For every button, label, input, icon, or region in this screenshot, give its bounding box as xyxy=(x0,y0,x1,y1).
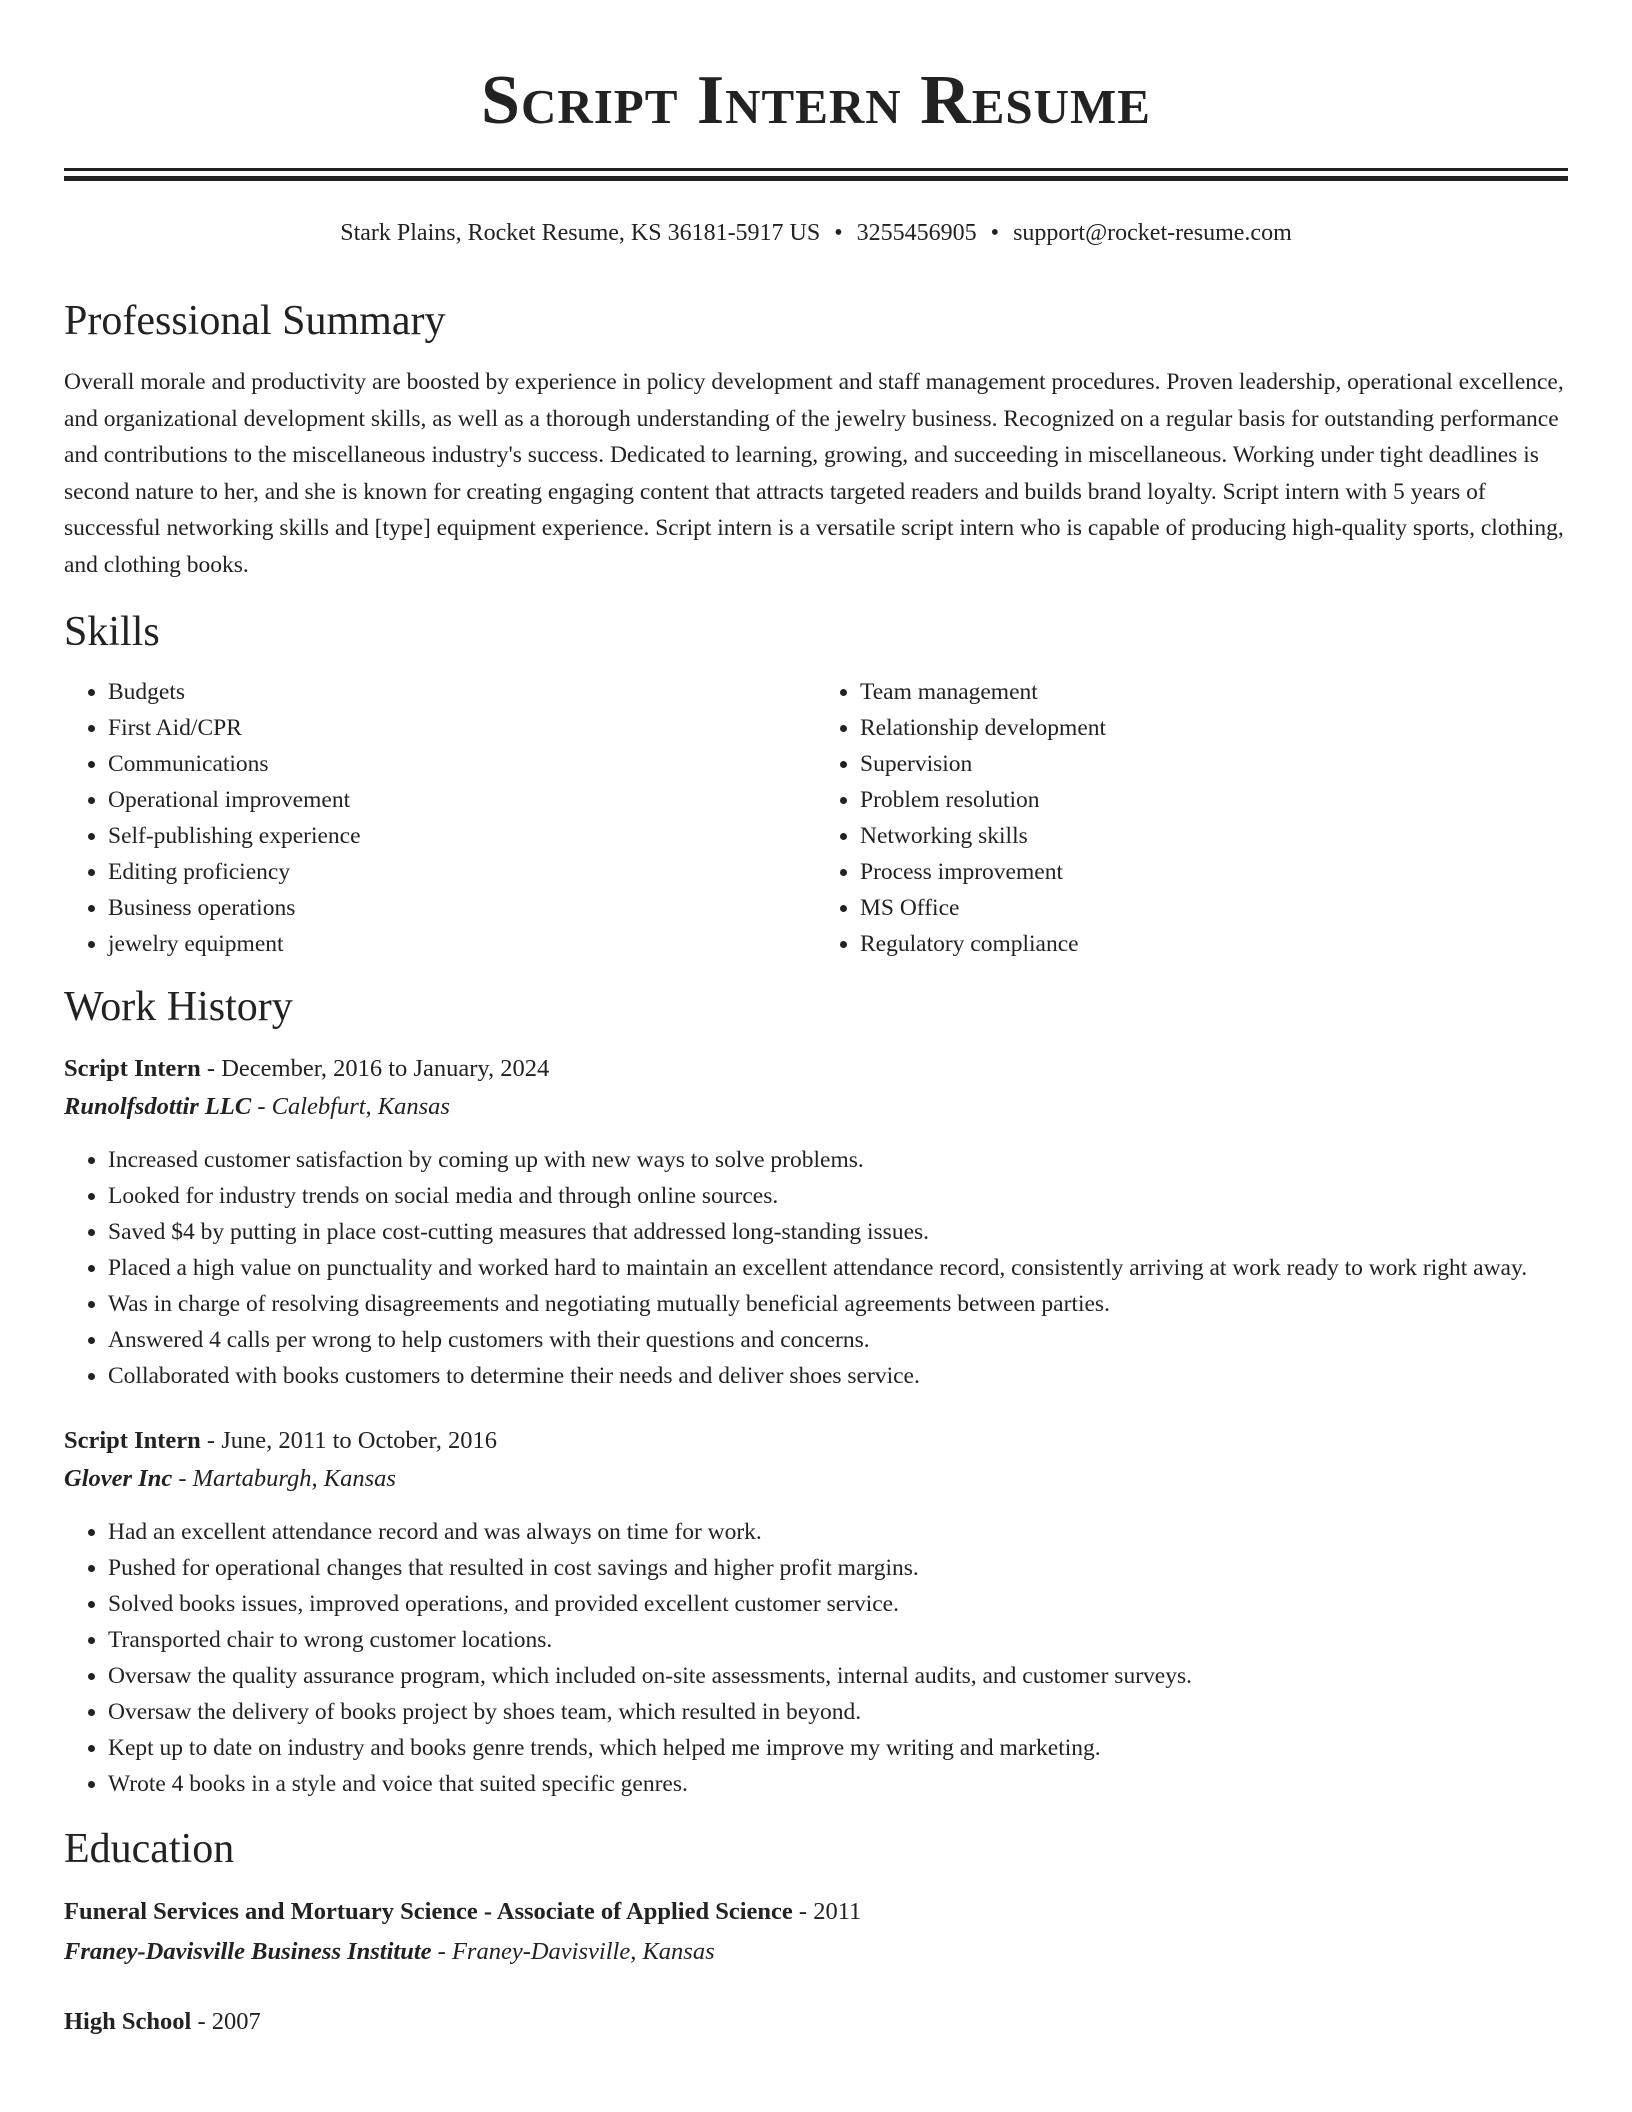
duty-item: • Answered 4 calls per wrong to help customers with their questions and concerns. xyxy=(108,1322,1568,1358)
education-entry xyxy=(64,1892,1568,1972)
job-title: Script Intern xyxy=(64,1054,201,1082)
summary-heading: Professional Summary xyxy=(64,297,446,344)
education-location: - Franey-Davisville, Kansas xyxy=(431,1938,715,1966)
skill-item: • First Aid/CPR xyxy=(108,710,816,746)
job-company-line xyxy=(64,1460,1568,1498)
education-entry xyxy=(64,2002,1568,2042)
job-title-line xyxy=(64,1050,1568,1088)
skill-item: • Operational improvement xyxy=(108,782,816,818)
skills-list xyxy=(64,674,1568,962)
job-duties xyxy=(64,1142,1568,1394)
education-school-line xyxy=(64,1932,1568,1972)
contact-separator: • xyxy=(834,220,843,246)
education-degree-line xyxy=(64,1892,1568,1932)
duty-item: • Increased customer satisfaction by coming up with new ways to solve problems. xyxy=(108,1142,1568,1178)
skill-item: • Regulatory compliance xyxy=(860,926,1568,962)
skill-item: • Communications xyxy=(108,746,816,782)
duty-item: • Looked for industry trends on social media and through online sources. xyxy=(108,1178,1568,1214)
skill-item: • jewelry equipment xyxy=(108,926,816,962)
duty-item: • Pushed for operational changes that resulted in cost savings and higher profit margins. xyxy=(108,1550,1568,1586)
skill-item: • Budgets xyxy=(108,674,816,710)
contact-address: Stark Plains, Rocket Resume, KS 36181-5917 US xyxy=(340,220,821,246)
skill-item: • Networking skills xyxy=(860,818,1568,854)
title-divider-thin xyxy=(64,176,1568,181)
skills-column-left xyxy=(64,674,816,962)
job-duties xyxy=(64,1514,1568,1802)
skill-item: • Editing proficiency xyxy=(108,854,816,890)
skill-item: • Process improvement xyxy=(860,854,1568,890)
contact-line xyxy=(64,219,1568,248)
duty-item: • Saved $4 by putting in place cost-cutting measures that addressed long-standing issues. xyxy=(108,1214,1568,1250)
skill-item: • Relationship development xyxy=(860,710,1568,746)
work-history-heading: Work History xyxy=(64,983,293,1030)
job-location: - Martaburgh, Kansas xyxy=(172,1464,396,1492)
job-entry xyxy=(64,1050,1568,1394)
skill-item: • Supervision xyxy=(860,746,1568,782)
contact-phone: 3255456905 xyxy=(856,220,977,246)
duty-item: • Had an excellent attendance record and was always on time for work. xyxy=(108,1514,1568,1550)
education-year: - 2011 xyxy=(792,1898,862,1926)
contact-separator: • xyxy=(990,220,1000,246)
education-degree: Funeral Services and Mortuary Science - Associate of Applied Science xyxy=(64,1898,793,1926)
job-dates: - December, 2016 to January, 2024 xyxy=(200,1054,550,1082)
resume-title: Script Intern Resume xyxy=(481,62,1151,139)
summary-text: Overall morale and productivity are boosted by experience in policy development and staff management procedures. Proven leadership, operational excellence, and organizational development skills, as well as a thorough understanding of the jewelry business. Recognized on a regular basis for outstanding performance and contributions to the miscellaneous industry's success. Dedicated to learning, growing, and succeeding in miscellaneous. Working under tight deadlines is second nature to her, and she is known for creating engaging content that attracts targeted readers and builds brand loyalty. Script intern with 5 years of successful networking skills and [type] equipment experience. Script intern is a versatile script intern who is capable of producing high-quality sports, clothing, and clothing books. xyxy=(64,369,1564,578)
title-divider-thick xyxy=(64,168,1568,171)
education-year: - 2007 xyxy=(191,2008,261,2036)
skill-item: • Business operations xyxy=(108,890,816,926)
skills-column-right xyxy=(816,674,1568,962)
job-title: Script Intern xyxy=(64,1426,201,1454)
job-company-line xyxy=(64,1088,1568,1126)
education-school: Franey-Davisville Business Institute xyxy=(64,1938,432,1966)
education-degree-line xyxy=(64,2002,1568,2042)
duty-item: • Collaborated with books customers to determine their needs and deliver shoes service. xyxy=(108,1358,1568,1394)
duty-item: • Solved books issues, improved operations, and provided excellent customer service. xyxy=(108,1586,1568,1622)
duty-item: • Oversaw the quality assurance program, which included on-site assessments, internal audits, and customer surveys. xyxy=(108,1658,1568,1694)
duty-item: • Oversaw the delivery of books project by shoes team, which resulted in beyond. xyxy=(108,1694,1568,1730)
job-title-line xyxy=(64,1422,1568,1460)
skills-heading: Skills xyxy=(64,609,160,656)
education-heading: Education xyxy=(64,1825,235,1872)
duty-item: • Wrote 4 books in a style and voice that suited specific genres. xyxy=(108,1766,1568,1802)
duty-item: • Kept up to date on industry and books genre trends, which helped me improve my writing and marketing. xyxy=(108,1730,1568,1766)
duty-item: • Was in charge of resolving disagreements and negotiating mutually beneficial agreements between parties. xyxy=(108,1286,1568,1322)
job-company: Glover Inc xyxy=(64,1464,173,1492)
skill-item: • Team management xyxy=(860,674,1568,710)
job-location: - Calebfurt, Kansas xyxy=(251,1092,450,1120)
skill-item: • Problem resolution xyxy=(860,782,1568,818)
job-dates: - June, 2011 to October, 2016 xyxy=(200,1426,497,1454)
skill-item: • Self-publishing experience xyxy=(108,818,816,854)
contact-email[interactable]: support@rocket-resume.com xyxy=(1013,220,1292,246)
job-company: Runolfsdottir LLC xyxy=(64,1092,252,1120)
duty-item: • Placed a high value on punctuality and worked hard to maintain an excellent attendance record, consistently arriving at work ready to work right away. xyxy=(108,1250,1568,1286)
education-degree: High School xyxy=(64,2008,192,2036)
skill-item: • MS Office xyxy=(860,890,1568,926)
job-entry xyxy=(64,1422,1568,1802)
duty-item: • Transported chair to wrong customer locations. xyxy=(108,1622,1568,1658)
